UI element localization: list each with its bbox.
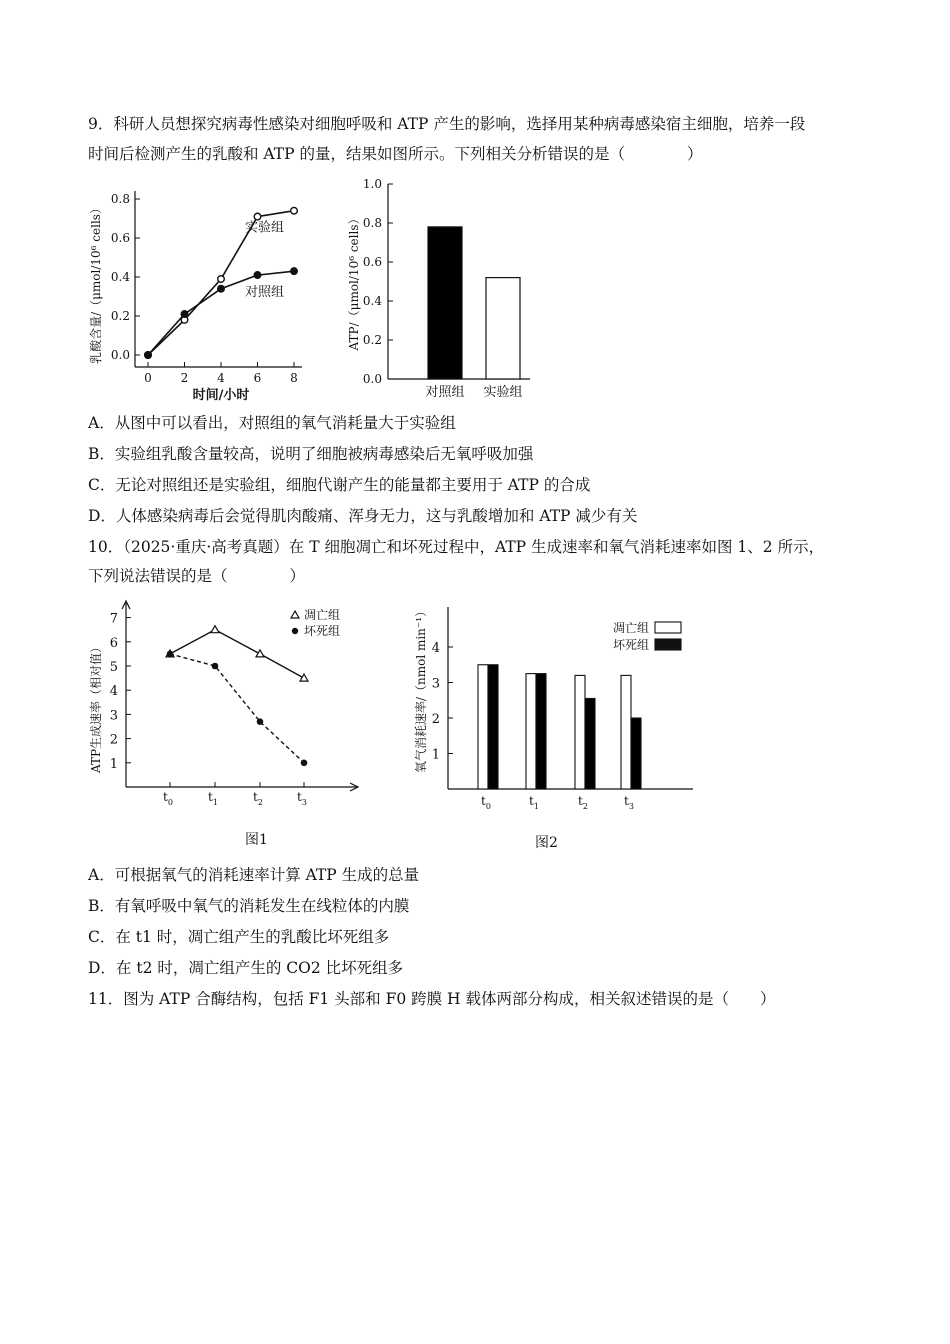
y-tick-label: 1 (109, 756, 118, 772)
data-point (211, 626, 219, 633)
q10-stem-line1: 10．（2025·重庆·高考真题）在 T 细胞凋亡和坏死过程中，ATP 生成速率和氧气消耗速率如图 1、2 所示， (88, 538, 825, 556)
lactic-acid-line-chart (80, 180, 320, 405)
x-tick-label: $t_2$ (578, 794, 588, 811)
series-line-0 (170, 630, 304, 678)
data-point (254, 272, 261, 279)
legend-swatch-0 (655, 622, 681, 633)
x-tick-label: 0 (144, 371, 152, 385)
y-tick-label: 0.0 (362, 372, 382, 386)
bar (488, 665, 498, 789)
x-axis-label: 时间/小时 (192, 388, 250, 403)
q10-option-a[interactable]: A．可根据氧气的消耗速率计算 ATP 生成的总量 (88, 866, 420, 884)
legend-label-1: 坏死组 (304, 624, 341, 638)
data-point (256, 650, 264, 657)
bar (536, 674, 546, 789)
x-tick-label: $t_2$ (253, 790, 263, 807)
x-tick-label: 6 (253, 371, 262, 385)
legend-swatch-1 (655, 639, 681, 650)
q10-option-c[interactable]: C．在 t1 时，凋亡组产生的乳酸比坏死组多 (88, 928, 390, 946)
data-point (181, 311, 188, 318)
y-tick-label: 0.4 (362, 294, 382, 308)
y-tick-label: 3 (431, 676, 440, 692)
data-point (301, 760, 308, 767)
y-tick-label: 2 (431, 712, 440, 727)
y-tick-label: 0.2 (362, 333, 382, 347)
y-tick-label: 0.8 (110, 192, 130, 206)
q9-stem-line1: 9．科研人员想探究病毒性感染对细胞呼吸和 ATP 产生的影响，选择用某种病毒感染宿主细胞，培养一段 (88, 115, 806, 133)
y-tick-label: 5 (109, 660, 118, 675)
y-tick-label: 1.0 (362, 177, 382, 191)
data-point (167, 651, 174, 658)
y-tick-label: 3 (109, 708, 118, 724)
x-tick-label: $t_0$ (163, 790, 173, 807)
data-point (257, 718, 264, 725)
bar (428, 227, 462, 379)
y-tick-label: 0.4 (110, 270, 130, 284)
x-tick-label: $t_3$ (624, 794, 634, 811)
y-tick-label: 0.6 (110, 231, 130, 245)
data-point (218, 285, 225, 292)
figure-2-caption: 图2 (535, 835, 558, 851)
atp-bar-chart (340, 175, 550, 405)
y-tick-label: 0.2 (110, 309, 130, 323)
x-tick-label: 2 (180, 371, 189, 385)
x-tick-label: 4 (217, 371, 225, 385)
category-label: 实验组 (483, 385, 523, 400)
q10-option-b[interactable]: B．有氧呼吸中氧气的消耗发生在线粒体的内膜 (88, 897, 410, 915)
series-label: 对照组 (244, 285, 284, 301)
data-point (212, 663, 219, 670)
category-label: 对照组 (425, 385, 465, 400)
series-label: 实验组 (244, 220, 284, 236)
q9-option-b[interactable]: B．实验组乳酸含量较高，说明了细胞被病毒感染后无氧呼吸加强 (88, 445, 534, 463)
q11-stem: 11．图为 ATP 合酶结构，包括 F1 头部和 F0 跨膜 H 载体两部分构成，相关叙述错误的是（ ） (88, 990, 776, 1008)
legend-label-1: 坏死组 (613, 638, 650, 652)
q9-option-a[interactable]: A．从图中可以看出，对照组的氧气消耗量大于实验组 (88, 414, 456, 432)
legend-label-0: 凋亡组 (304, 608, 341, 622)
legend-marker-0 (291, 611, 299, 618)
data-point (291, 268, 298, 275)
series-line-1 (170, 654, 304, 763)
x-tick-label: $t_0$ (481, 794, 491, 811)
q10-stem-line2: 下列说法错误的是（ ） (88, 567, 306, 585)
legend-marker-1 (292, 628, 298, 634)
bar (478, 665, 488, 789)
x-tick-label: $t_1$ (208, 790, 218, 807)
bar (585, 698, 595, 789)
y-tick-label: 0.6 (362, 255, 382, 269)
y-axis-label: 乳酸含量/（μmol/10⁶ cells） (89, 202, 103, 364)
data-point (254, 213, 261, 220)
bar (526, 674, 536, 789)
data-point (218, 276, 225, 283)
y-tick-label: 7 (109, 611, 118, 627)
y-axis-label: ATP生成速率（相对值） (89, 640, 103, 774)
q10-option-d[interactable]: D．在 t2 时，凋亡组产生的 CO2 比坏死组多 (88, 959, 404, 977)
q9-option-d[interactable]: D．人体感染病毒后会觉得肌肉酸痛、浑身无力，这与乳酸增加和 ATP 减少有关 (88, 507, 638, 525)
q9-stem-line2: 时间后检测产生的乳酸和 ATP 的量，结果如图所示。下列相关分析错误的是（ ） (88, 145, 703, 163)
atp-rate-line-chart (80, 595, 370, 820)
series-line-1 (148, 271, 294, 355)
y-tick-label: 0.0 (110, 348, 130, 362)
x-tick-label: $t_1$ (529, 794, 539, 811)
x-tick-label: 8 (290, 371, 298, 385)
x-tick-label: $t_3$ (297, 790, 307, 807)
y-tick-label: 6 (109, 635, 118, 651)
y-tick-label: 4 (109, 684, 118, 700)
bar (486, 278, 520, 379)
bar (621, 675, 631, 789)
bar (631, 718, 641, 789)
oxygen-rate-bar-chart (405, 595, 705, 820)
data-point (300, 674, 308, 681)
data-point (291, 207, 298, 214)
bar (575, 675, 585, 789)
figure-1-caption: 图1 (245, 832, 268, 848)
legend-label-0: 凋亡组 (613, 621, 650, 635)
data-point (145, 352, 152, 359)
y-axis-label: 氧气消耗速率/（nmol min⁻¹） (414, 604, 428, 774)
y-tick-label: 2 (109, 732, 118, 748)
y-tick-label: 1 (431, 747, 440, 763)
q9-option-c[interactable]: C．无论对照组还是实验组，细胞代谢产生的能量都主要用于 ATP 的合成 (88, 476, 591, 494)
y-tick-label: 0.8 (362, 216, 382, 230)
y-axis-label: ATP/（μmol/10⁶ cells） (347, 212, 361, 351)
y-tick-label: 4 (431, 641, 440, 656)
